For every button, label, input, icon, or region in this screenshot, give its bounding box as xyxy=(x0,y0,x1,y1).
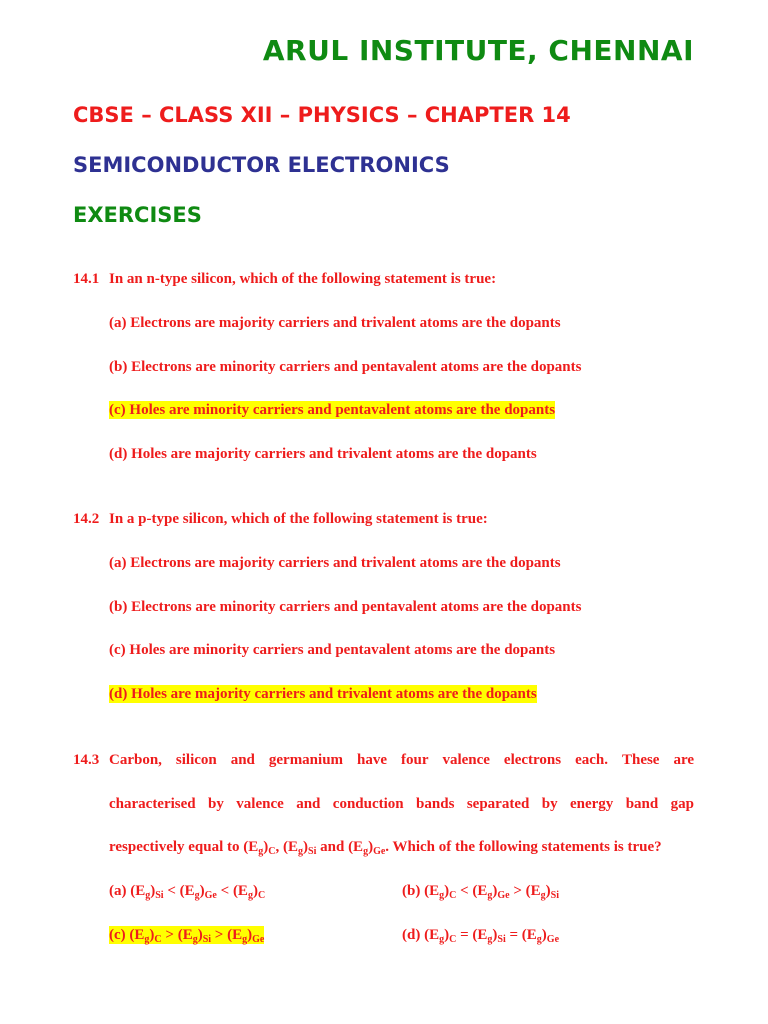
word: conduction xyxy=(332,796,404,812)
option-b: (b) Electrons are minority carriers and pentavalent atoms are the dopants xyxy=(109,599,582,615)
word: four xyxy=(400,752,429,768)
word: separated xyxy=(466,796,530,812)
word: valence xyxy=(442,752,490,768)
word: gap xyxy=(670,796,694,812)
option-d: (d) Holes are majority carriers and trivalent atoms are the dopants xyxy=(109,446,537,462)
word: These xyxy=(621,752,660,768)
word: energy xyxy=(569,796,614,812)
question-number: 14.3 xyxy=(73,752,100,768)
option-b: (b) Electrons are minority carriers and pentavalent atoms are the dopants xyxy=(109,359,582,375)
option-a: (a) $(E_g)_{Si} < (E_g)_{Ge} < (E_g)_C$ xyxy=(109,883,266,901)
course-heading: CBSE – CLASS XII – PHYSICS – CHAPTER 14 xyxy=(73,103,571,127)
word: electrons xyxy=(503,752,562,768)
question-number: 14.2 xyxy=(73,511,100,527)
word: by xyxy=(541,796,558,812)
question-text-line-2 xyxy=(109,795,694,813)
energy-gap-c: $(E_g)_C$ xyxy=(243,839,276,857)
question-text: In an n-type silicon, which of the following statement is true: xyxy=(109,271,497,287)
option-b: (b) $(E_g)_C < (E_g)_{Ge} > (E_g)_{Si}$ xyxy=(402,883,560,901)
institute-title: ARUL INSTITUTE, CHENNAI xyxy=(262,34,694,67)
word: germanium xyxy=(268,752,344,768)
word: valence xyxy=(236,796,284,812)
energy-gap-ge: $(E_g)_{Ge}$ xyxy=(348,839,386,857)
chapter-heading: SEMICONDUCTOR ELECTRONICS xyxy=(73,153,450,177)
option-d: (d) $(E_g)_C = (E_g)_{Si} = (E_g)_{Ge}$ xyxy=(402,927,560,945)
option-a: (a) Electrons are majority carriers and trivalent atoms are the dopants xyxy=(109,315,561,331)
question-number: 14.1 xyxy=(73,271,100,287)
exercises-heading: EXERCISES xyxy=(73,203,202,227)
word: and xyxy=(230,752,255,768)
word: silicon xyxy=(175,752,217,768)
energy-gap-si: $(E_g)_{Si}$ xyxy=(283,839,317,857)
option-d-answer: (d) Holes are majority carriers and trivalent atoms are the dopants xyxy=(109,686,537,702)
word: and xyxy=(296,796,321,812)
word: characterised xyxy=(109,796,196,812)
word: bands xyxy=(416,796,455,812)
question-text-line-3: respectively equal to $(E_g)_C$, $(E_g)_{Si}$ and $(E_g)_{Ge}$. Which of the following statements is true? xyxy=(109,839,662,857)
option-c-answer: (c) Holes are minority carriers and pentavalent atoms are the dopants xyxy=(109,402,556,418)
option-c-answer: (c) $(E_g)_C > (E_g)_{Si} > (E_g)_{Ge}$ xyxy=(109,927,265,945)
option-a: (a) Electrons are majority carriers and trivalent atoms are the dopants xyxy=(109,555,561,571)
word: Carbon, xyxy=(109,752,162,768)
word: are xyxy=(673,752,694,768)
word: band xyxy=(625,796,659,812)
word: each. xyxy=(575,752,608,768)
option-c: (c) Holes are minority carriers and pentavalent atoms are the dopants xyxy=(109,642,556,658)
question-text-line-1 xyxy=(109,751,694,769)
word: have xyxy=(357,752,388,768)
question-text: In a p-type silicon, which of the following statement is true: xyxy=(109,511,488,527)
word: by xyxy=(208,796,224,812)
